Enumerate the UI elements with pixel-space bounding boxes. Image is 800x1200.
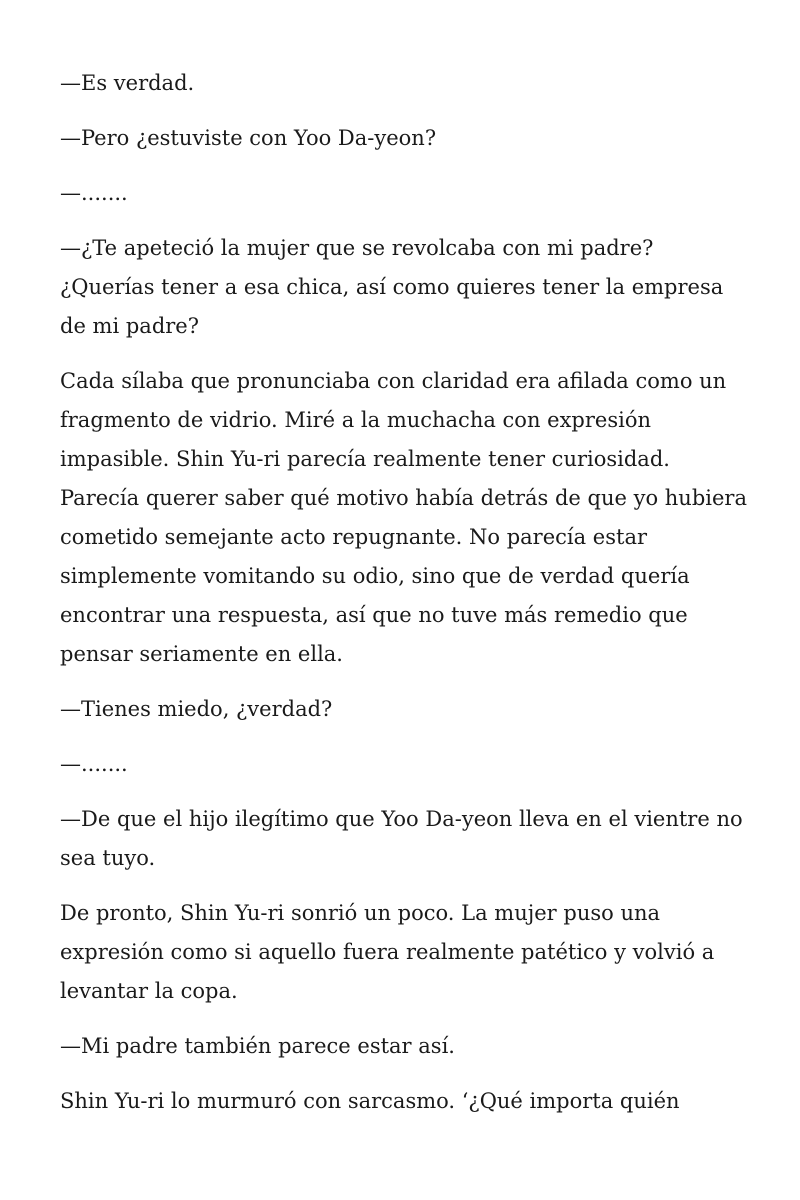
paragraph: —De que el hijo ilegítimo que Yoo Da-yeon lleva en el vientre no sea tuyo.: [60, 807, 743, 870]
paragraph: —Es verdad.: [60, 71, 195, 95]
paragraph: Cada sílaba que pronunciaba con claridad era afilada como un fragmento de vidrio. Miré a la muchacha con expresión impasible. Shin Yu-ri parecía realmente tener curiosidad. Parecía querer saber qué motivo había detrás de que yo hubiera cometido semejante acto repugnante. No parecía estar simplemente vomitando su odio, sino que de verdad quería encontrar una respuesta, así que no tuve más remedio que pensar seriamente en ella.: [60, 369, 747, 666]
paragraph: —Tienes miedo, ¿verdad?: [60, 697, 333, 721]
paragraph: Shin Yu-ri lo murmuró con sarcasmo. ‘¿Qué importa quién: [60, 1089, 680, 1113]
paragraph: —.......: [60, 752, 128, 776]
paragraph: De pronto, Shin Yu-ri sonrió un poco. La mujer puso una expresión como si aquello fuera realmente patético y volvió a levantar la copa.: [60, 901, 715, 1003]
paragraph: —.......: [60, 181, 128, 205]
paragraph: —¿Te apeteció la mujer que se revolcaba con mi padre? ¿Querías tener a esa chica, así como quieres tener la empresa de mi padre?: [60, 236, 724, 338]
reading-page: [60, 64, 750, 1137]
paragraph: —Mi padre también parece estar así.: [60, 1034, 455, 1058]
paragraph: —Pero ¿estuviste con Yoo Da-yeon?: [60, 126, 437, 150]
